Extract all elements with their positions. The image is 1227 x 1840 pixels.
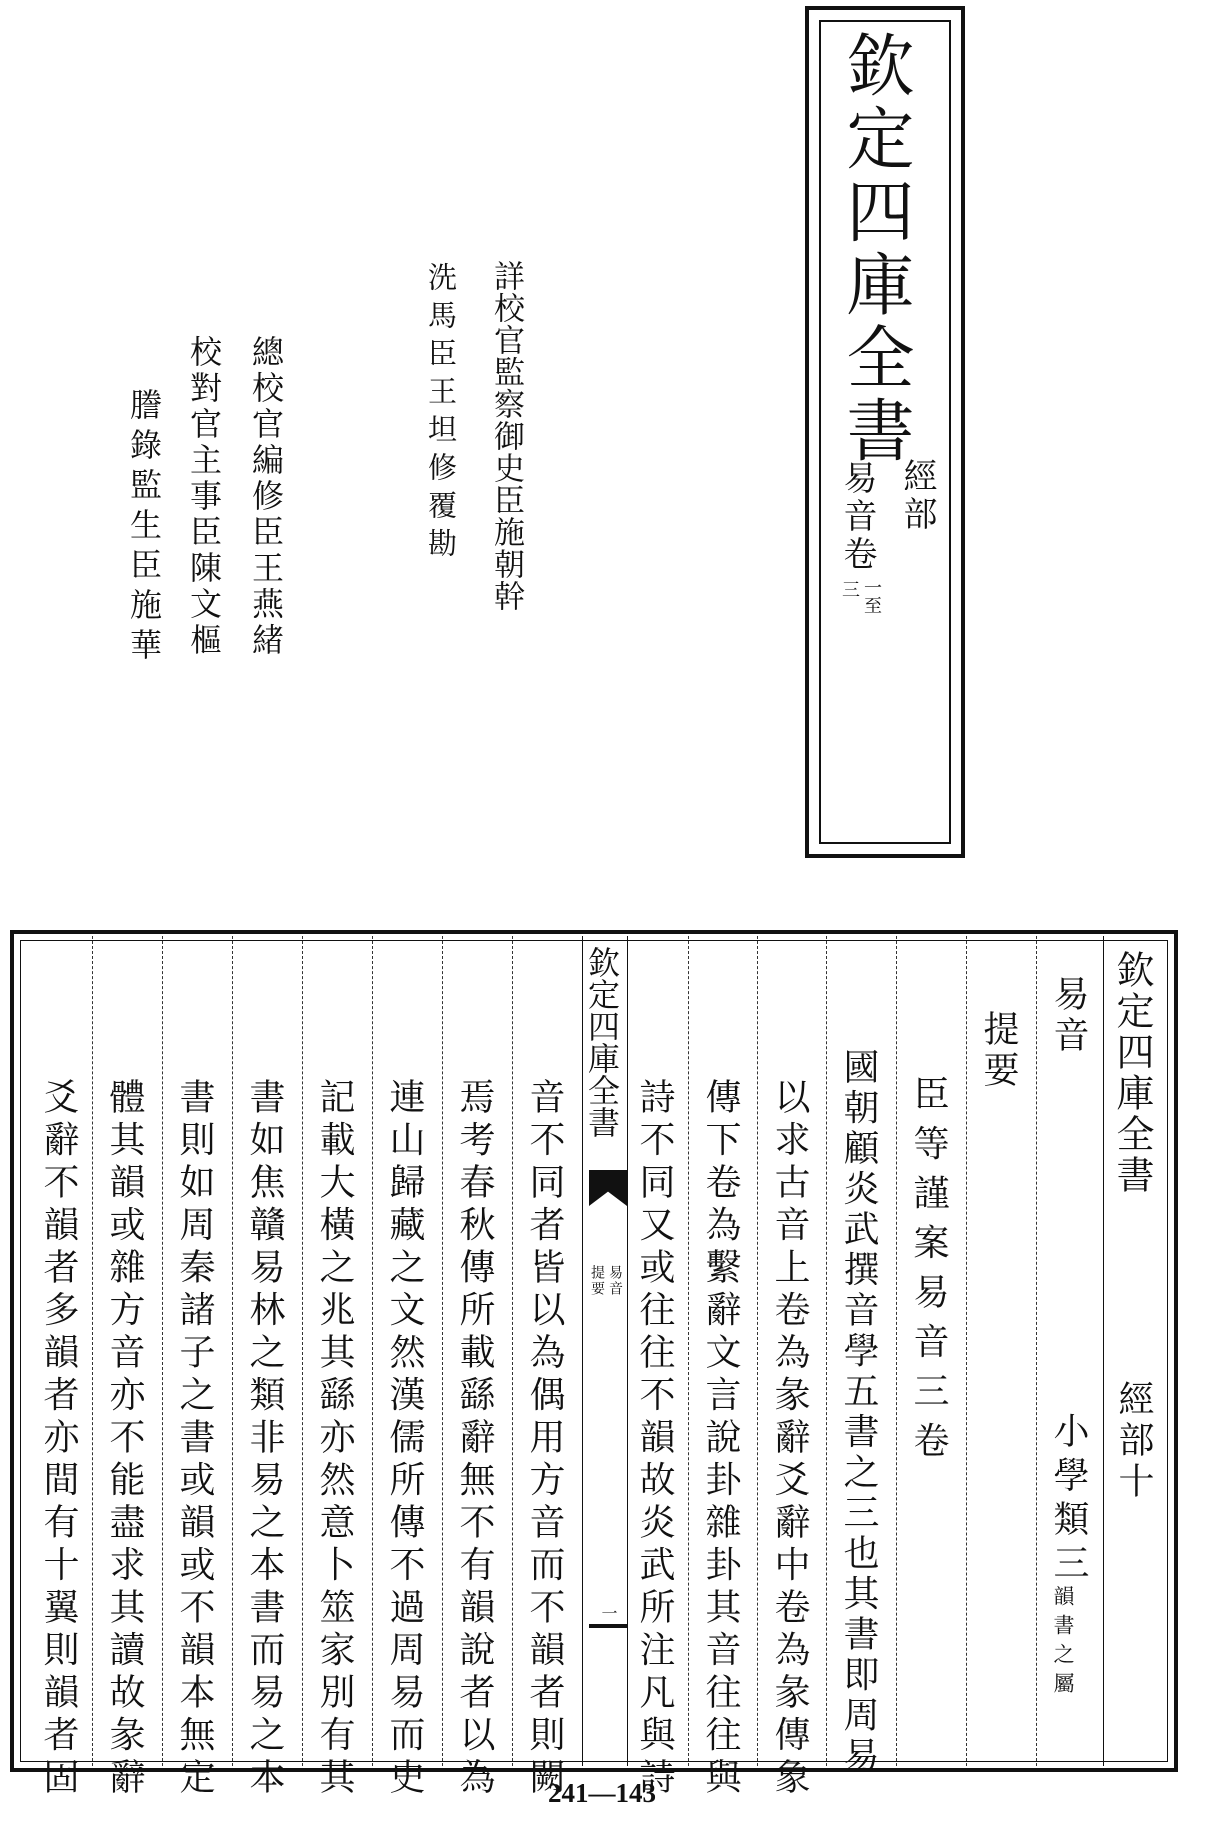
center-tiyao: 提要 [589,1265,605,1297]
tiyao-label: 提要 [978,1010,1019,1092]
column-rule [1036,936,1037,1766]
cover-volume-range-b: 三 [839,580,860,598]
text-column: 連山歸藏之文然漢儒所傳不過周易而史 [384,1078,425,1801]
column-rule [826,936,827,1766]
book-title: 易音 [1048,975,1089,1057]
official-line-5: 謄錄監生臣施華 [125,388,163,668]
text-column: 臣等謹案易音三卷 [908,1075,949,1471]
text-column: 書如焦贛易林之類非易之本書而易之本 [244,1078,285,1801]
column-rule [92,936,93,1766]
column-rule [162,936,163,1766]
center-book: 易音 [607,1265,623,1297]
cover-title: 欽定四庫全書 [835,30,914,468]
text-column: 詩不同又或往往不韻故炎武所注凡與詩 [634,1078,675,1801]
column-rule [896,936,897,1766]
text-column: 傳下卷為繫辭文言說卦雜卦其音往往與 [700,1078,741,1801]
cover-volume: 易音卷 [837,460,877,574]
official-line-1: 詳校官監察御史臣施朝幹 [488,260,524,612]
column-rule [757,936,758,1766]
text-column: 記載大橫之兆其繇亦然意卜筮家別有其 [314,1078,355,1801]
text-column: 體其韻或雜方音亦不能盡求其讀故彖辭 [104,1078,145,1801]
cover-section: 經部 [897,458,937,534]
text-column: 焉考春秋傳所載繇辭無不有韻說者以為 [454,1078,495,1801]
column-rule [966,936,967,1766]
page-header-section: 經部十 [1113,1380,1154,1503]
center-title: 欽定四庫全書 [583,946,621,1138]
column-rule [302,936,303,1766]
text-column: 以求古音上卷為彖辭爻辭中卷為彖傳象 [769,1078,810,1801]
fish-tail-bottom-mark [589,1624,627,1628]
page-number: 241—143 [548,1778,656,1808]
category-note: 韻書之屬 [1051,1585,1075,1701]
page-header-title: 欽定四庫全書 [1110,950,1154,1196]
column-rule [372,936,373,1766]
text-column: 爻辭不韻者多韻者亦間有十翼則韻者固 [38,1078,79,1801]
category: 小學類三 [1048,1412,1089,1588]
text-column: 國朝顧炎武撰音學五書之三也其書即周易 [838,1048,879,1777]
center-leaf-number: 一 [599,1605,618,1621]
official-line-3: 總校官編修臣王燕緒 [247,335,285,659]
text-column: 音不同者皆以為偶用方音而不韻者則闕 [524,1078,565,1801]
cover-volume-range-a: 一至 [861,578,882,614]
official-line-2: 洗馬臣王坦修覆勘 [424,262,458,566]
column-rule [232,936,233,1766]
column-rule [688,936,689,1766]
column-rule [512,936,513,1766]
column-rule [442,936,443,1766]
text-column: 書則如周秦諸子之書或韻或不韻本無定 [174,1078,215,1801]
column-rule [1103,936,1104,1766]
column-rule [627,936,628,1766]
official-line-4: 校對官主事臣陳文樞 [185,335,223,659]
